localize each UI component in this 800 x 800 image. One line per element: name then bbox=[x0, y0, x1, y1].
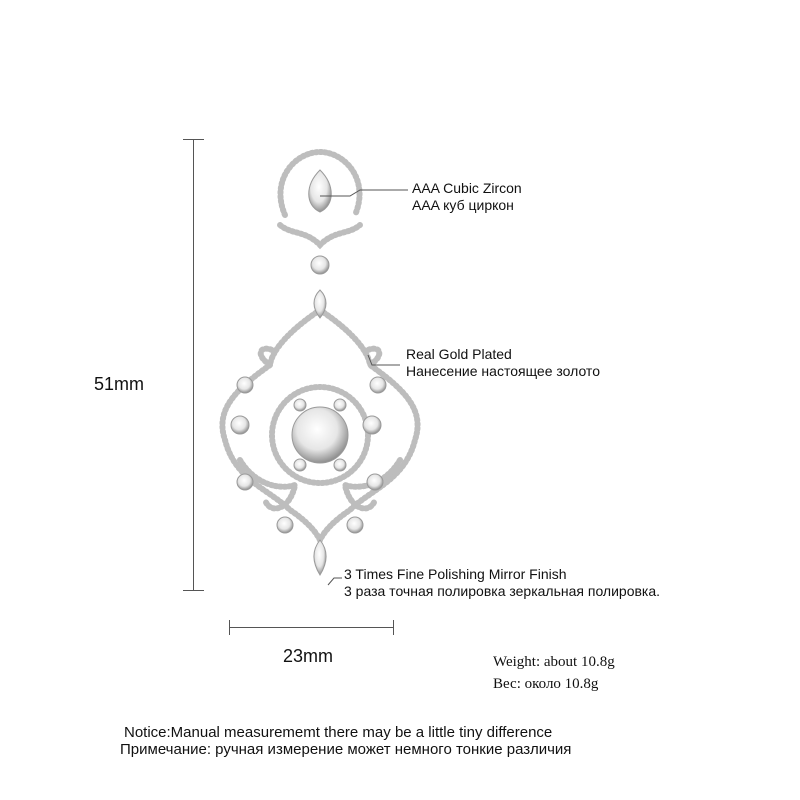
weight-ru: Вес: около 10.8g bbox=[493, 676, 599, 692]
callout-gold-en: Real Gold Plated bbox=[406, 346, 512, 362]
side-stone bbox=[231, 416, 249, 434]
side-stone bbox=[277, 517, 293, 533]
drop-stone bbox=[311, 256, 329, 274]
center-stone bbox=[292, 407, 348, 463]
callout-polish-ru: 3 раза точная полировка зеркальная полировка. bbox=[344, 583, 661, 599]
weight-en: Weight: about 10.8g bbox=[493, 654, 615, 670]
side-stone bbox=[294, 459, 306, 471]
width-dimension-line bbox=[229, 627, 394, 628]
width-dimension-right-tick bbox=[393, 620, 394, 635]
height-dimension-line bbox=[193, 139, 194, 590]
side-stone bbox=[294, 399, 306, 411]
callout-polish-en: 3 Times Fine Polishing Mirror Finish bbox=[344, 566, 567, 582]
side-stone bbox=[237, 474, 253, 490]
body-scroll-right bbox=[320, 310, 379, 365]
callout-zircon-ru: AAA куб циркон bbox=[412, 197, 514, 213]
body-scroll-left bbox=[261, 310, 320, 365]
stud-scroll bbox=[280, 225, 360, 245]
notice-en: Notice:Manual measurememt there may be a little tiny difference bbox=[124, 724, 553, 741]
notice-ru: Примечание: ручная измерение может немного тонкие различия bbox=[120, 741, 572, 758]
side-stone bbox=[347, 517, 363, 533]
width-dimension-label: 23mm bbox=[283, 646, 334, 666]
marquise-stone-bottom bbox=[314, 540, 326, 575]
callout-gold-ru: Нанесение настоящее золото bbox=[406, 363, 600, 379]
side-stone bbox=[334, 459, 346, 471]
height-dimension-label: 51mm bbox=[94, 374, 145, 394]
side-stone bbox=[237, 377, 253, 393]
callout-zircon-en: AAA Cubic Zircon bbox=[412, 180, 522, 196]
width-dimension-left-tick bbox=[229, 620, 230, 635]
side-stone bbox=[363, 416, 381, 434]
side-stone bbox=[367, 474, 383, 490]
top-pear-stone bbox=[309, 170, 332, 212]
side-stone bbox=[334, 399, 346, 411]
side-stone bbox=[370, 377, 386, 393]
earring-illustration bbox=[200, 140, 440, 600]
